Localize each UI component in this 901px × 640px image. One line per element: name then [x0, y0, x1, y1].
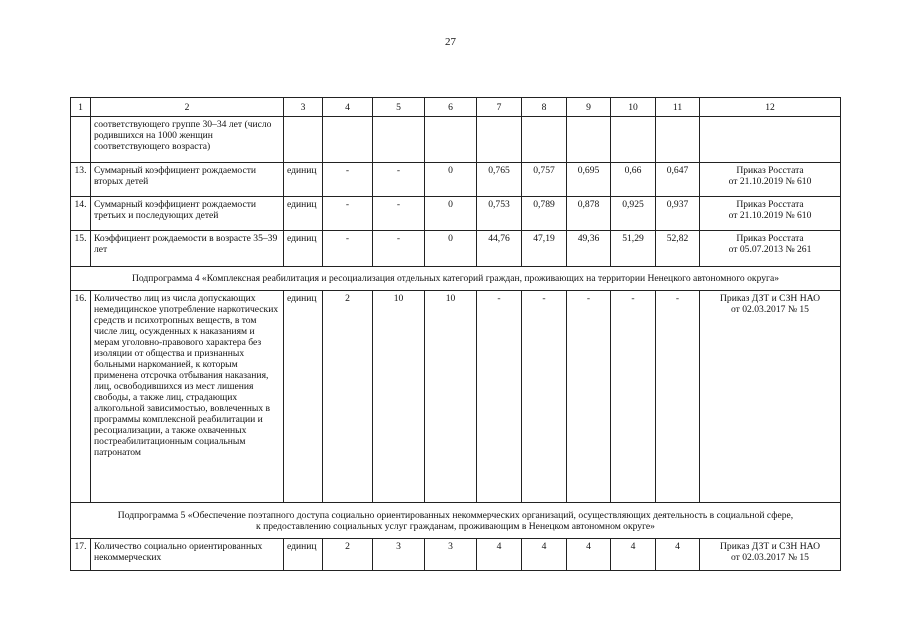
indicators-table [70, 97, 841, 571]
value-cell: 0,66 [611, 163, 656, 197]
header-cell: 8 [522, 98, 567, 117]
unit-cell: единиц [284, 231, 323, 267]
subprogram-row [71, 503, 841, 539]
source-line: от 21.10.2019 № 610 [728, 176, 812, 187]
value-cell: - [323, 197, 373, 231]
table-row [71, 291, 841, 503]
empty-cell [567, 117, 611, 163]
value-cell: 10 [373, 291, 425, 503]
subprogram-row [71, 267, 841, 291]
value-cell: - [611, 291, 656, 503]
value-cell: 51,29 [611, 231, 656, 267]
value-cell: 4 [522, 539, 567, 571]
value-cell: 3 [425, 539, 477, 571]
empty-cell [522, 117, 567, 163]
source-line: Приказ Росстата [736, 165, 804, 176]
unit-cell: единиц [284, 197, 323, 231]
source-line: от 05.07.2013 № 261 [728, 244, 812, 255]
value-cell: 0 [425, 163, 477, 197]
source-cell [700, 539, 841, 571]
subprogram-4-title: Подпрограмма 4 «Комплексная реабилитация и ресоциализация отдельных категорий граждан, проживающих на территории Ненецкого автономного округа» [71, 267, 841, 291]
value-cell: 0,925 [611, 197, 656, 231]
value-cell: 4 [567, 539, 611, 571]
value-cell: 2 [323, 291, 373, 503]
row-number: 14. [71, 197, 91, 231]
source-cell [700, 291, 841, 503]
source-line: от 02.03.2017 № 15 [731, 552, 809, 563]
header-cell: 2 [91, 98, 284, 117]
value-cell: - [373, 231, 425, 267]
value-cell: 0,878 [567, 197, 611, 231]
header-cell: 6 [425, 98, 477, 117]
value-cell: 4 [656, 539, 700, 571]
value-cell: - [567, 291, 611, 503]
source-line: Приказ Росстата [736, 199, 804, 210]
table-row [71, 197, 841, 231]
source-cell [700, 231, 841, 267]
value-cell: 44,76 [477, 231, 522, 267]
value-cell: - [477, 291, 522, 503]
value-cell: - [656, 291, 700, 503]
row-number: 15. [71, 231, 91, 267]
value-cell: - [373, 197, 425, 231]
value-cell: - [373, 163, 425, 197]
row-number: 13. [71, 163, 91, 197]
value-cell: 0 [425, 197, 477, 231]
empty-cell [477, 117, 522, 163]
value-cell: 0,765 [477, 163, 522, 197]
unit-cell: единиц [284, 163, 323, 197]
indicator-name: Количество социально ориентированных некоммерческих [91, 539, 284, 571]
empty-cell [323, 117, 373, 163]
value-cell: 0,647 [656, 163, 700, 197]
empty-cell [284, 117, 323, 163]
header-cell: 1 [71, 98, 91, 117]
subprogram-5-title [71, 503, 841, 539]
header-row [71, 98, 841, 117]
value-cell: 0,753 [477, 197, 522, 231]
value-cell: 0,937 [656, 197, 700, 231]
value-cell: 2 [323, 539, 373, 571]
value-cell: 0,695 [567, 163, 611, 197]
value-cell: 0 [425, 231, 477, 267]
empty-cell [656, 117, 700, 163]
subprogram-5-line: Подпрограмма 5 «Обеспечение поэтапного доступа социально ориентированных некоммерческих организаций, осуществляющих деятельность в социальной сфере, [117, 509, 794, 521]
header-cell: 12 [700, 98, 841, 117]
source-cell [700, 163, 841, 197]
value-cell: 49,36 [567, 231, 611, 267]
table-row [71, 539, 841, 571]
value-cell: 47,19 [522, 231, 567, 267]
header-cell: 9 [567, 98, 611, 117]
source-line: Приказ Росстата [736, 233, 804, 244]
value-cell: 52,82 [656, 231, 700, 267]
value-cell: 4 [477, 539, 522, 571]
header-cell: 10 [611, 98, 656, 117]
subprogram-5-line: к предоставлению социальных услуг гражданам, проживающим в Ненецком автономном округе» [256, 520, 655, 532]
table-row [71, 163, 841, 197]
value-cell: 0,789 [522, 197, 567, 231]
value-cell: 3 [373, 539, 425, 571]
value-cell: 10 [425, 291, 477, 503]
empty-cell [611, 117, 656, 163]
empty-cell [425, 117, 477, 163]
value-cell: - [323, 231, 373, 267]
source-line: от 21.10.2019 № 610 [728, 210, 812, 221]
value-cell: 4 [611, 539, 656, 571]
table-row [71, 117, 841, 163]
source-line: от 02.03.2017 № 15 [731, 304, 809, 315]
unit-cell: единиц [284, 539, 323, 571]
indicator-name: Количество лиц из числа допускающих немедицинское употребление наркотических средств и психотропных веществ, в том числе лиц, осужденных к наказаниям и мерам уголовно-правового характера без изоляции от общества и признанных больными наркоманией, к которым применена отсрочка отбывания наказания, лиц, освободившихся из мест лишения свободы, а также лиц, страдающих алкогольной зависимостью, вовлеченных в программы комплексной реабилитации и ресоциализации, а также охваченных постреабилитационным социальным патронатом [91, 291, 284, 503]
header-cell: 7 [477, 98, 522, 117]
value-cell: - [522, 291, 567, 503]
row-number: 16. [71, 291, 91, 503]
empty-cell [373, 117, 425, 163]
unit-cell: единиц [284, 291, 323, 503]
header-cell: 11 [656, 98, 700, 117]
indicator-name: Суммарный коэффициент рождаемости третьих и последующих детей [91, 197, 284, 231]
source-line: Приказ ДЗТ и СЗН НАО [719, 541, 821, 552]
value-cell: - [323, 163, 373, 197]
empty-cell [700, 117, 841, 163]
indicator-name: Коэффициент рождаемости в возрасте 35–39 лет [91, 231, 284, 267]
source-line: Приказ ДЗТ и СЗН НАО [719, 293, 821, 304]
page-number: 27 [445, 36, 456, 48]
header-cell: 5 [373, 98, 425, 117]
value-cell: 0,757 [522, 163, 567, 197]
indicator-name: Суммарный коэффициент рождаемости вторых детей [91, 163, 284, 197]
row-number: 17. [71, 539, 91, 571]
source-cell [700, 197, 841, 231]
table-row [71, 231, 841, 267]
empty-cell [71, 117, 91, 163]
continuation-name: соответствующего группе 30–34 лет (число родившихся на 1000 женщин соответствующего возраста) [91, 117, 284, 163]
header-cell: 3 [284, 98, 323, 117]
header-cell: 4 [323, 98, 373, 117]
